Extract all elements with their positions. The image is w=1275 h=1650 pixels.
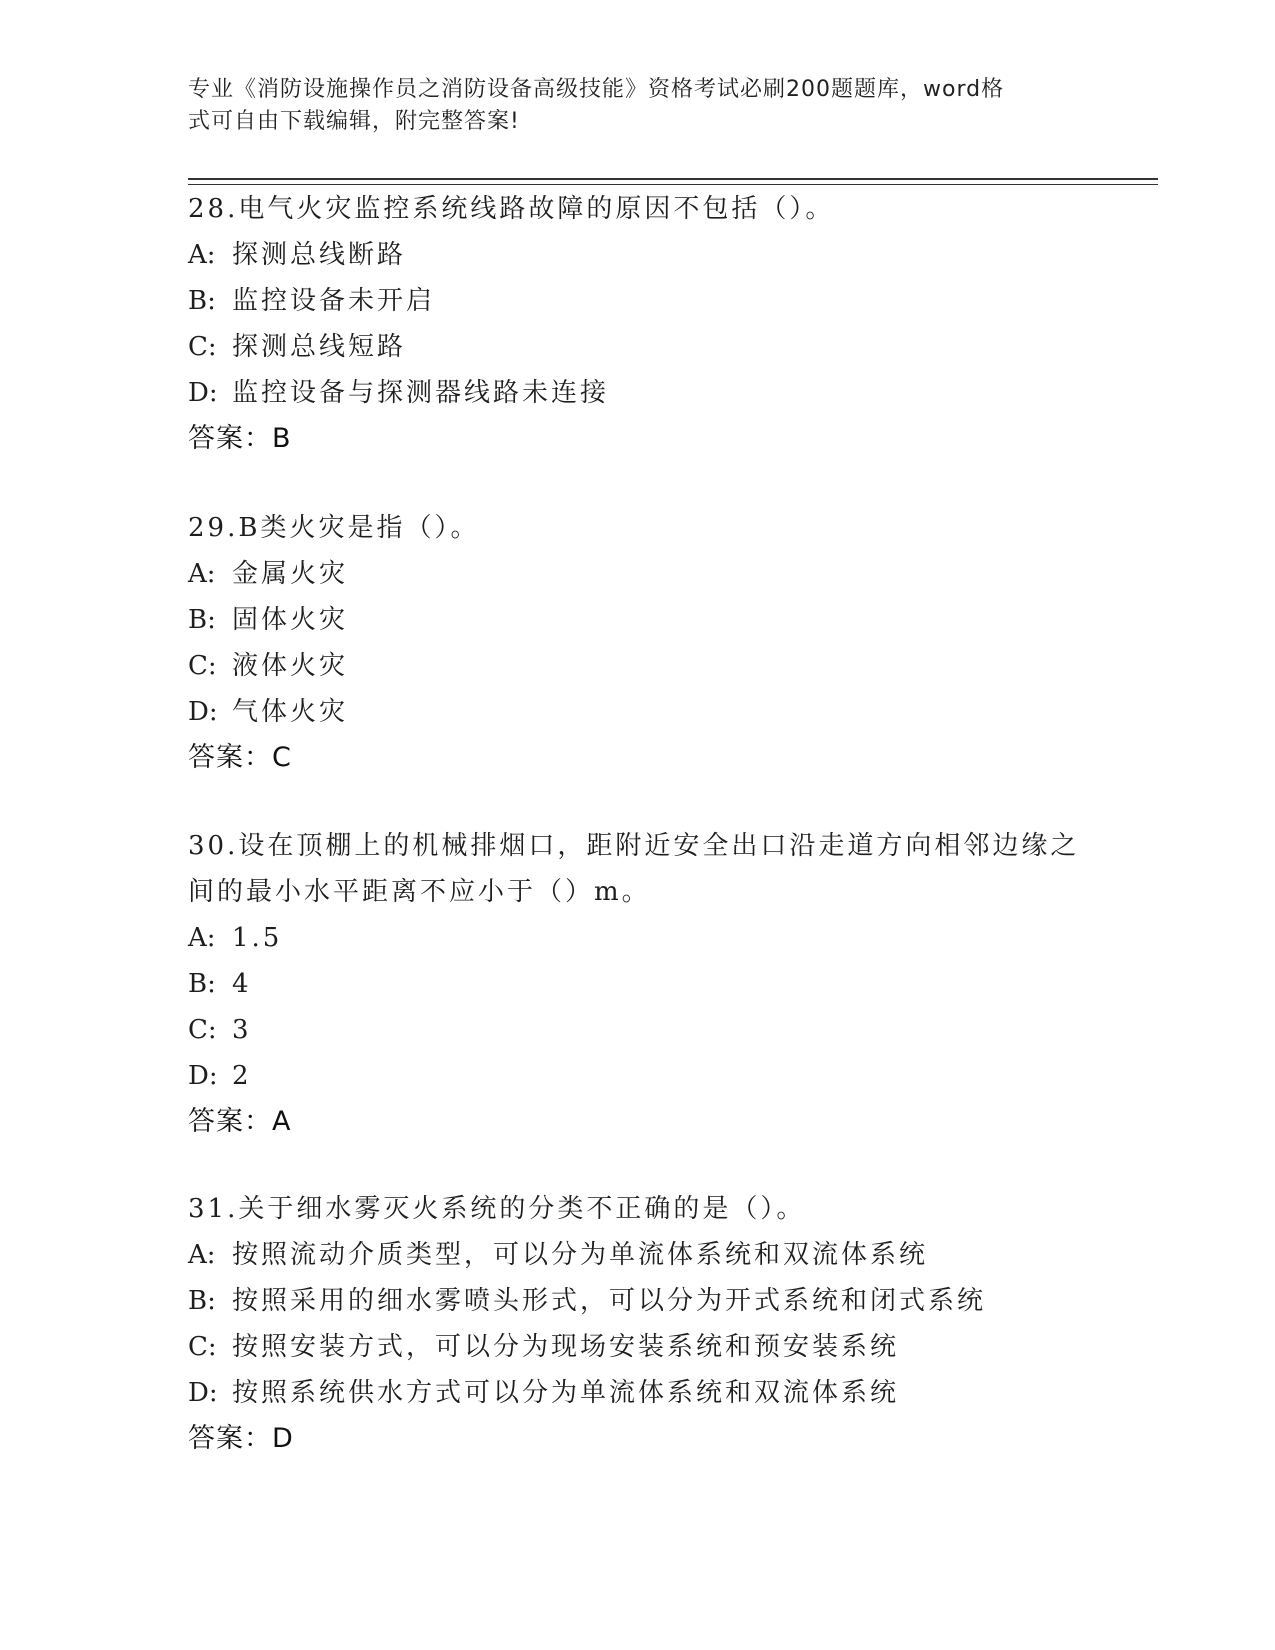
option-c [188,1007,1088,1053]
option-a [188,915,1088,961]
question-stem: 28.电气火灾监控系统线路故障的原因不包括（）。 [188,194,835,224]
option-text: 金属火灾 [232,559,349,589]
option-d [188,1053,1088,1099]
option-d [188,1370,1088,1416]
option-text: 探测总线断路 [232,240,407,270]
option-letter: B: [188,1286,216,1316]
option-a [188,232,1088,278]
option-text: 探测总线短路 [232,332,407,362]
option-letter: C: [188,332,217,362]
option-letter: B: [188,969,216,999]
answer-line: 答案：B [188,423,292,454]
option-letter: D: [188,378,218,408]
option-b [188,1278,1088,1324]
option-letter: A: [188,240,216,270]
option-letter: C: [188,651,217,681]
answer-line: 答案：D [188,1423,294,1454]
option-text: 2 [232,1061,252,1091]
question-31 [188,1186,1088,1462]
option-letter: D: [188,1378,218,1408]
option-d [188,370,1088,416]
question-30 [188,823,1088,1145]
option-text: 监控设备未开启 [232,286,436,316]
option-letter: D: [188,1061,218,1091]
question-stem-line-1: 30.设在顶棚上的机械排烟口，距附近安全出口沿走道方向相邻边缘之 [188,831,1080,861]
option-b [188,961,1088,1007]
option-c [188,643,1088,689]
document-header [188,74,1068,138]
question-28 [188,186,1088,462]
option-letter: B: [188,286,216,316]
option-c [188,324,1088,370]
question-stem: 29.B类火灾是指（）。 [188,513,480,543]
option-text: 监控设备与探测器线路未连接 [232,378,610,408]
option-letter: C: [188,1332,217,1362]
option-text: 3 [232,1015,252,1045]
option-b [188,278,1088,324]
question-stem: 31.关于细水雾灭火系统的分类不正确的是（）。 [188,1194,806,1224]
option-text: 1.5 [232,923,283,953]
option-text: 气体火灾 [232,697,349,727]
answer-line: 答案：C [188,742,292,773]
header-line-1: 专业《消防设施操作员之消防设备高级技能》资格考试必刷200题题库，word格 [188,77,1005,102]
question-29 [188,505,1088,781]
header-divider-thin [188,184,1158,185]
question-stem-line-2: 间的最小水平距离不应小于（）m。 [188,877,651,907]
option-letter: A: [188,559,216,589]
option-letter: D: [188,697,218,727]
option-letter: A: [188,1240,216,1270]
option-text: 固体火灾 [232,605,349,635]
option-text: 液体火灾 [232,651,349,681]
header-divider-thick [188,178,1158,180]
option-letter: C: [188,1015,217,1045]
option-b [188,597,1088,643]
option-text: 按照安装方式，可以分为现场安装系统和预安装系统 [232,1332,900,1362]
answer-line: 答案：A [188,1106,292,1137]
option-text: 4 [232,969,252,999]
option-a [188,1232,1088,1278]
option-text: 按照流动介质类型，可以分为单流体系统和双流体系统 [232,1240,929,1270]
option-text: 按照系统供水方式可以分为单流体系统和双流体系统 [232,1378,900,1408]
header-line-2: 式可自由下载编辑，附完整答案! [188,109,520,134]
option-text: 按照采用的细水雾喷头形式，可以分为开式系统和闭式系统 [232,1286,987,1316]
option-d [188,689,1088,735]
option-letter: B: [188,605,216,635]
option-a [188,551,1088,597]
option-letter: A: [188,923,216,953]
option-c [188,1324,1088,1370]
